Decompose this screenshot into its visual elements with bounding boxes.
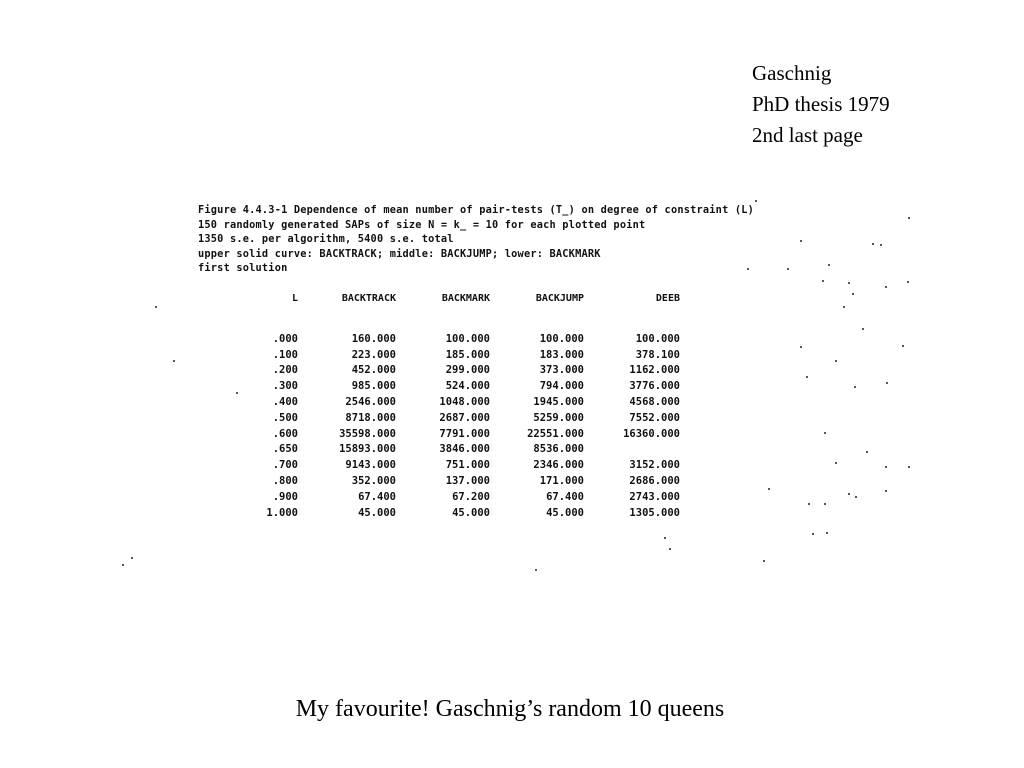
table-row	[246, 325, 680, 347]
table-cell: 2687.000	[439, 411, 490, 424]
attribution-author: Gaschnig	[752, 61, 832, 85]
scan-speck	[885, 490, 887, 492]
scan-speck	[755, 200, 757, 202]
scan-speck	[822, 280, 824, 282]
scan-speck	[824, 503, 826, 505]
scan-speck	[122, 564, 124, 566]
attribution	[752, 58, 890, 151]
scan-speck	[885, 286, 887, 288]
table-cell: .900	[272, 490, 298, 503]
table-cell: 751.000	[445, 459, 490, 472]
table-cell: 524.000	[445, 380, 490, 393]
table-cell: 1048.000	[439, 396, 490, 409]
table-cell	[584, 442, 680, 458]
table-cell: 45.000	[546, 506, 584, 519]
scan-speck	[155, 306, 157, 308]
scan-speck	[880, 244, 882, 246]
table-cell: 223.000	[351, 348, 396, 361]
scan-speck	[902, 345, 904, 347]
table-cell: 5259.000	[533, 411, 584, 424]
scan-speck	[848, 493, 850, 495]
table-cell: 985.000	[351, 380, 396, 393]
scan-speck	[669, 548, 671, 550]
table-cell: 45.000	[358, 506, 396, 519]
table-row	[246, 505, 680, 521]
table-row	[246, 457, 680, 473]
table-cell: 2346.000	[533, 459, 584, 472]
table-cell: 1305.000	[629, 506, 680, 519]
scan-speck	[808, 503, 810, 505]
table-cell: 2743.000	[629, 490, 680, 503]
attribution-page: 2nd last page	[752, 123, 863, 147]
column-header-backjump: BACKJUMP	[535, 293, 584, 304]
table-cell: 378.100	[635, 348, 680, 361]
scan-speck	[800, 346, 802, 348]
table-cell: 100.000	[635, 332, 680, 345]
scan-speck	[800, 240, 802, 242]
scan-speck	[854, 386, 856, 388]
caption-line: 1350 s.e. per algorithm, 5400 s.e. total	[198, 233, 454, 245]
table-cell: 4568.000	[629, 396, 680, 409]
table-cell: 100.000	[445, 332, 490, 345]
table-cell: 3776.000	[629, 380, 680, 393]
column-header-l: L	[291, 293, 298, 304]
table-cell: 171.000	[539, 475, 584, 488]
caption-line: upper solid curve: BACKTRACK; middle: BACKJUMP; lower: BACKMARK	[198, 247, 601, 260]
table-cell: 22551.000	[527, 427, 584, 440]
scan-speck	[173, 360, 175, 362]
table-cell: 183.000	[539, 348, 584, 361]
table-cell: 15893.000	[339, 443, 396, 456]
scan-speck	[835, 462, 837, 464]
column-header-backmark: BACKMARK	[441, 293, 490, 304]
table-cell: 452.000	[351, 364, 396, 377]
table-cell: .000	[272, 332, 298, 345]
table-cell: .200	[272, 364, 298, 377]
table-cell: 67.400	[546, 490, 584, 503]
scan-speck	[885, 466, 887, 468]
scan-speck	[787, 268, 789, 270]
scan-speck	[872, 243, 874, 245]
table-row	[246, 363, 680, 379]
table-cell: 2686.000	[629, 475, 680, 488]
column-header-backtrack: BACKTRACK	[341, 293, 396, 304]
scan-speck	[812, 533, 814, 535]
table-cell: 3846.000	[439, 443, 490, 456]
scan-speck	[763, 560, 765, 562]
table-cell: 8536.000	[533, 443, 584, 456]
table-cell: 352.000	[351, 475, 396, 488]
table-cell: 794.000	[539, 380, 584, 393]
scan-speck	[824, 432, 826, 434]
scan-speck	[862, 328, 864, 330]
table-cell: 1.000	[266, 506, 298, 519]
table-cell: 373.000	[539, 364, 584, 377]
table-cell: .500	[272, 411, 298, 424]
scan-speck	[806, 376, 808, 378]
table-cell: .300	[272, 380, 298, 393]
table-cell: 67.200	[452, 490, 490, 503]
scan-speck	[664, 537, 666, 539]
table-cell: .600	[272, 427, 298, 440]
table-header-row	[246, 293, 680, 325]
scan-speck	[866, 451, 868, 453]
scan-speck	[848, 282, 850, 284]
table-cell: .650	[272, 443, 298, 456]
column-header-deeb: DEEB	[655, 293, 680, 304]
results-table	[246, 293, 680, 521]
table-row	[246, 426, 680, 442]
scan-speck	[908, 466, 910, 468]
attribution-source: PhD thesis 1979	[752, 92, 890, 116]
scan-speck	[236, 392, 238, 394]
table-cell: 45.000	[452, 506, 490, 519]
table-row	[246, 410, 680, 426]
scan-speck	[908, 217, 910, 219]
scan-speck	[843, 306, 845, 308]
table-cell: 100.000	[539, 332, 584, 345]
table-cell: 9143.000	[345, 459, 396, 472]
table-cell: 137.000	[445, 475, 490, 488]
table-cell: .800	[272, 475, 298, 488]
table-row	[246, 394, 680, 410]
scan-speck	[535, 569, 537, 571]
table-row	[246, 489, 680, 505]
scan-speck	[835, 360, 837, 362]
table-cell: .100	[272, 348, 298, 361]
table-cell: 2546.000	[345, 396, 396, 409]
table-cell: 7552.000	[629, 411, 680, 424]
table-cell: 185.000	[445, 348, 490, 361]
scan-speck	[907, 281, 909, 283]
table-cell: 67.400	[358, 490, 396, 503]
scan-speck	[747, 268, 749, 270]
table-cell: 3152.000	[629, 459, 680, 472]
table-cell: 35598.000	[339, 427, 396, 440]
caption-line: first solution	[198, 262, 288, 274]
scanned-table-figure	[198, 203, 818, 519]
table-cell: 7791.000	[439, 427, 490, 440]
scan-speck	[852, 293, 854, 295]
table-row	[246, 378, 680, 394]
table-row	[246, 473, 680, 489]
scan-speck	[768, 488, 770, 490]
caption-line: Figure 4.4.3-1 Dependence of mean number of pair-tests (T_) on degree of constraint (L)	[198, 204, 755, 216]
table-cell: .700	[272, 459, 298, 472]
table-row	[246, 347, 680, 363]
table-cell: 1162.000	[629, 364, 680, 377]
figure-caption	[198, 203, 806, 276]
caption-line: 150 randomly generated SAPs of size N = k_ = 10 for each plotted point	[198, 218, 646, 231]
table-cell: 1945.000	[533, 396, 584, 409]
scan-speck	[828, 264, 830, 266]
table-cell: 16360.000	[623, 427, 680, 440]
scan-speck	[826, 532, 828, 534]
scan-speck	[855, 496, 857, 498]
scan-speck	[886, 382, 888, 384]
table-cell: 8718.000	[345, 411, 396, 424]
table-cell: 160.000	[351, 332, 396, 345]
table-cell: 299.000	[445, 364, 490, 377]
table-cell: .400	[272, 396, 298, 409]
slide-footer-caption: My favourite! Gaschnig’s random 10 queens	[295, 696, 725, 722]
scan-speck	[131, 557, 133, 559]
table-row	[246, 442, 680, 458]
